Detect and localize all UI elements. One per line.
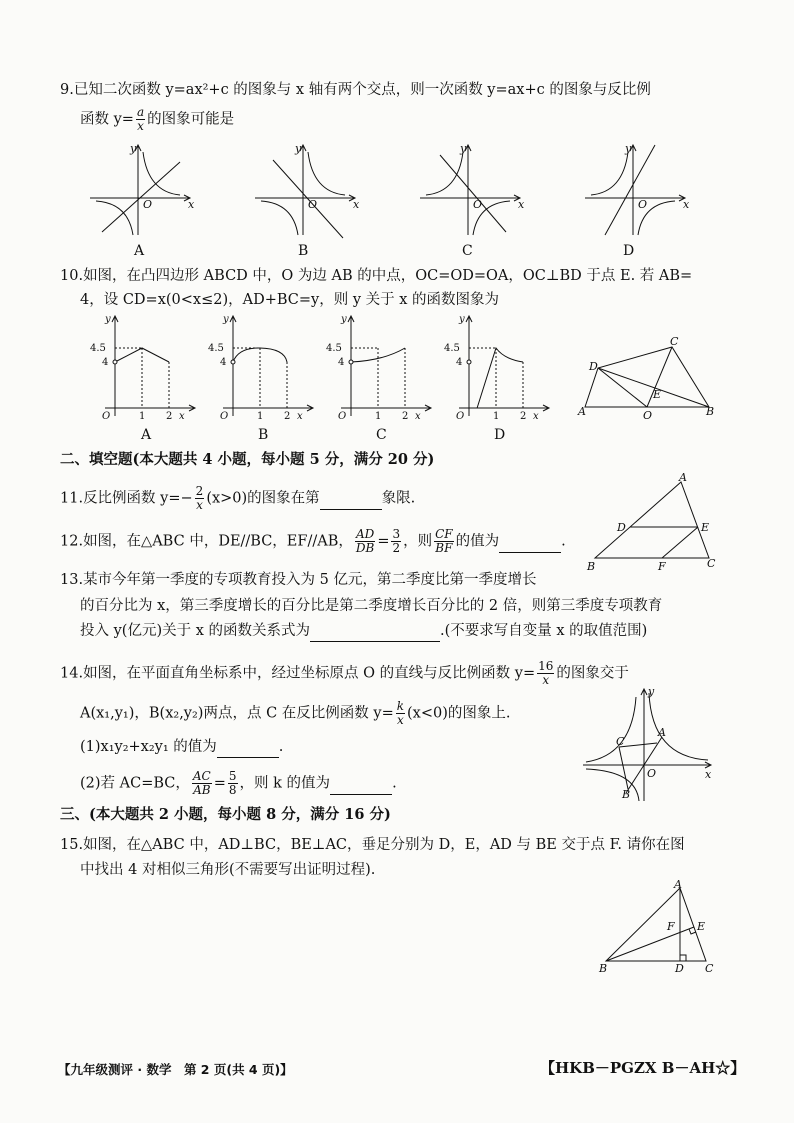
- svg-text:y: y: [625, 142, 632, 155]
- q14-line2: A(x₁,y₁)，B(x₂,y₂)两点，点 C 在反比例函数 y= $\frac{k}{x}$ (x<0)的图象上.: [80, 699, 511, 727]
- q12: 12.如图，在△ABC 中，DE//BC，EF//AB， $\frac{AD}{DB}$ = $\frac{3}{2}$ ，则 $\frac{CF}{BF}$ 的值为 .: [60, 527, 566, 555]
- q9-graph-d: [585, 145, 685, 235]
- q10-tick-2: 2: [520, 411, 527, 422]
- q14-coordinate-figure: [578, 685, 718, 805]
- q10-origin: O: [338, 411, 347, 422]
- q10-graph-c: [326, 314, 431, 422]
- svg-text:C: C: [670, 335, 679, 348]
- q14-line1: 14.如图，在平面直角坐标系中，经过坐标原点 O 的直线与反比例函数 y= $\frac{16}{x}$ 的图象交于: [60, 659, 629, 687]
- q10-tick-45: 4.5: [90, 343, 106, 354]
- q10-y-label: y: [459, 314, 465, 325]
- q14-part2: (2)若 AC=BC， $\frac{AC}{AB}$ = $\frac{5}{8}$ ，则 k 的值为 .: [80, 769, 397, 797]
- svg-text:B: B: [622, 788, 631, 801]
- q12-answer-blank[interactable]: [499, 532, 561, 553]
- section-3-title: 三、(本大题共 2 小题，每小题 8 分，满分 16 分): [60, 806, 391, 823]
- svg-text:B: B: [599, 962, 608, 975]
- q13-line3: 投入 y(亿元)关于 x 的函数关系式为 .(不要求写自变量 x 的取值范围): [80, 621, 647, 642]
- q10-option-c: C: [376, 427, 387, 443]
- q13-line2: 的百分比为 x，第三季度增长的百分比是第二季度增长百分比的 2 倍，则第三季度专项教育: [80, 598, 663, 614]
- svg-text:B: B: [587, 560, 596, 573]
- svg-text:O: O: [473, 198, 483, 211]
- q13-line1: 13.某市今年第一季度的专项教育投入为 5 亿元，第二季度比第一季度增长: [60, 572, 537, 588]
- svg-text:O: O: [638, 198, 648, 211]
- q11: 11.反比例函数 y=− $\frac{2}{x}$ (x>0)的图象在第 象限.: [60, 484, 416, 512]
- q10-tick-45: 4.5: [326, 343, 342, 354]
- svg-text:O: O: [308, 198, 318, 211]
- q10-option-b: B: [258, 427, 269, 443]
- q9-fraction: $\frac{a}{x}$: [136, 105, 145, 133]
- svg-text:y: y: [130, 142, 137, 155]
- svg-text:D: D: [617, 521, 626, 534]
- q10-tick-4: 4: [220, 357, 227, 368]
- q10-x-label: x: [415, 411, 421, 422]
- q10-graph-b: [208, 314, 313, 422]
- footer-page-info: 【九年级测评 · 数学 第 2 页(共 4 页)】: [58, 1062, 293, 1077]
- q10-tick-1: 1: [493, 411, 500, 422]
- q9-graph-b: [255, 145, 355, 238]
- q12-triangle-figure: [585, 470, 720, 575]
- q10-y-label: y: [223, 314, 229, 325]
- q14-answer-blank-2[interactable]: [330, 774, 392, 795]
- svg-text:C: C: [707, 557, 716, 570]
- q9-option-b: B: [298, 243, 309, 259]
- q10-tick-4: 4: [102, 357, 109, 368]
- svg-text:x: x: [188, 198, 195, 211]
- svg-text:O: O: [643, 409, 653, 422]
- q13-answer-blank[interactable]: [310, 621, 440, 642]
- q10-origin: O: [456, 411, 465, 422]
- svg-text:O: O: [647, 767, 657, 780]
- svg-text:A: A: [679, 471, 687, 484]
- q10-y-label: y: [341, 314, 347, 325]
- q10-line1: 10.如图，在凸四边形 ABCD 中，O 为边 AB 的中点，OC=OD=OA，OC⊥BD 于点 E. 若 AB=: [60, 268, 693, 284]
- q10-option-d: D: [494, 427, 506, 443]
- q9-graph-a: [90, 145, 190, 235]
- q10-origin: O: [220, 411, 229, 422]
- svg-text:x: x: [705, 768, 712, 781]
- q9-option-a: A: [134, 243, 145, 259]
- q10-origin: O: [102, 411, 111, 422]
- q10-y-label: y: [105, 314, 111, 325]
- q10-line2: 4，设 CD=x(0<x≤2)，AD+BC=y，则 y 关于 x 的函数图象为: [80, 292, 500, 308]
- q10-tick-1: 1: [139, 411, 146, 422]
- q9-line2: 函数 y= $\frac{a}{x}$ 的图象可能是: [80, 105, 235, 133]
- svg-text:A: A: [658, 726, 666, 739]
- q14-answer-blank-1[interactable]: [217, 737, 279, 758]
- q14-part1: (1)x₁y₂+x₂y₁ 的值为 .: [80, 737, 283, 758]
- q11-answer-blank[interactable]: [320, 489, 382, 510]
- svg-text:E: E: [701, 521, 710, 534]
- q15-line1: 15.如图，在△ABC 中，AD⊥BC，BE⊥AC，垂足分别为 D，E，AD 与 BE 交于点 F. 请你在图: [60, 837, 685, 853]
- q10-graphs: [90, 312, 560, 422]
- svg-text:y: y: [460, 142, 467, 155]
- q9-graphs: [80, 140, 700, 265]
- svg-text:O: O: [143, 198, 153, 211]
- svg-text:D: D: [589, 360, 598, 373]
- svg-text:D: D: [675, 962, 684, 975]
- q10-tick-4: 4: [456, 357, 463, 368]
- svg-text:E: E: [697, 920, 706, 933]
- q10-tick-45: 4.5: [208, 343, 224, 354]
- q10-tick-2: 2: [284, 411, 291, 422]
- q9-graph-c: [420, 145, 520, 235]
- footer-code: 【HKB－PGZX B－AH☆】: [540, 1059, 746, 1077]
- q10-tick-1: 1: [257, 411, 264, 422]
- q10-tick-2: 2: [402, 411, 409, 422]
- q10-tick-1: 1: [375, 411, 382, 422]
- q11-fraction: $\frac{2}{x}$: [195, 484, 204, 512]
- q9-option-c: C: [462, 243, 473, 259]
- q10-tick-45: 4.5: [444, 343, 460, 354]
- section-2-title: 二、填空题(本大题共 4 小题，每小题 5 分，满分 20 分): [60, 451, 435, 468]
- q10-quadrilateral-figure: [575, 335, 715, 420]
- q10-x-label: x: [179, 411, 185, 422]
- q9-option-d: D: [623, 243, 635, 259]
- q15-triangle-figure: [596, 878, 726, 978]
- svg-text:C: C: [616, 735, 625, 748]
- q10-tick-4: 4: [338, 357, 345, 368]
- svg-text:x: x: [518, 198, 525, 211]
- svg-text:C: C: [705, 962, 714, 975]
- q9-line1: 9.已知二次函数 y=ax²+c 的图象与 x 轴有两个交点，则一次函数 y=ax+c 的图象与反比例: [60, 82, 651, 98]
- q10-option-a: A: [141, 427, 152, 443]
- q10-x-label: x: [533, 411, 539, 422]
- q10-graph-d: [444, 314, 549, 422]
- svg-text:E: E: [653, 388, 662, 401]
- svg-text:B: B: [706, 405, 715, 418]
- q10-tick-2: 2: [166, 411, 173, 422]
- svg-text:A: A: [578, 405, 586, 418]
- svg-text:F: F: [667, 920, 675, 933]
- q10-x-label: x: [297, 411, 303, 422]
- svg-text:x: x: [683, 198, 690, 211]
- q10-graph-a: [90, 314, 195, 422]
- q15-line2: 中找出 4 对相似三角形(不需要写出证明过程).: [80, 862, 376, 878]
- svg-text:y: y: [648, 685, 655, 698]
- svg-text:x: x: [353, 198, 360, 211]
- svg-text:A: A: [674, 878, 682, 891]
- svg-text:y: y: [295, 142, 302, 155]
- svg-text:F: F: [658, 560, 666, 573]
